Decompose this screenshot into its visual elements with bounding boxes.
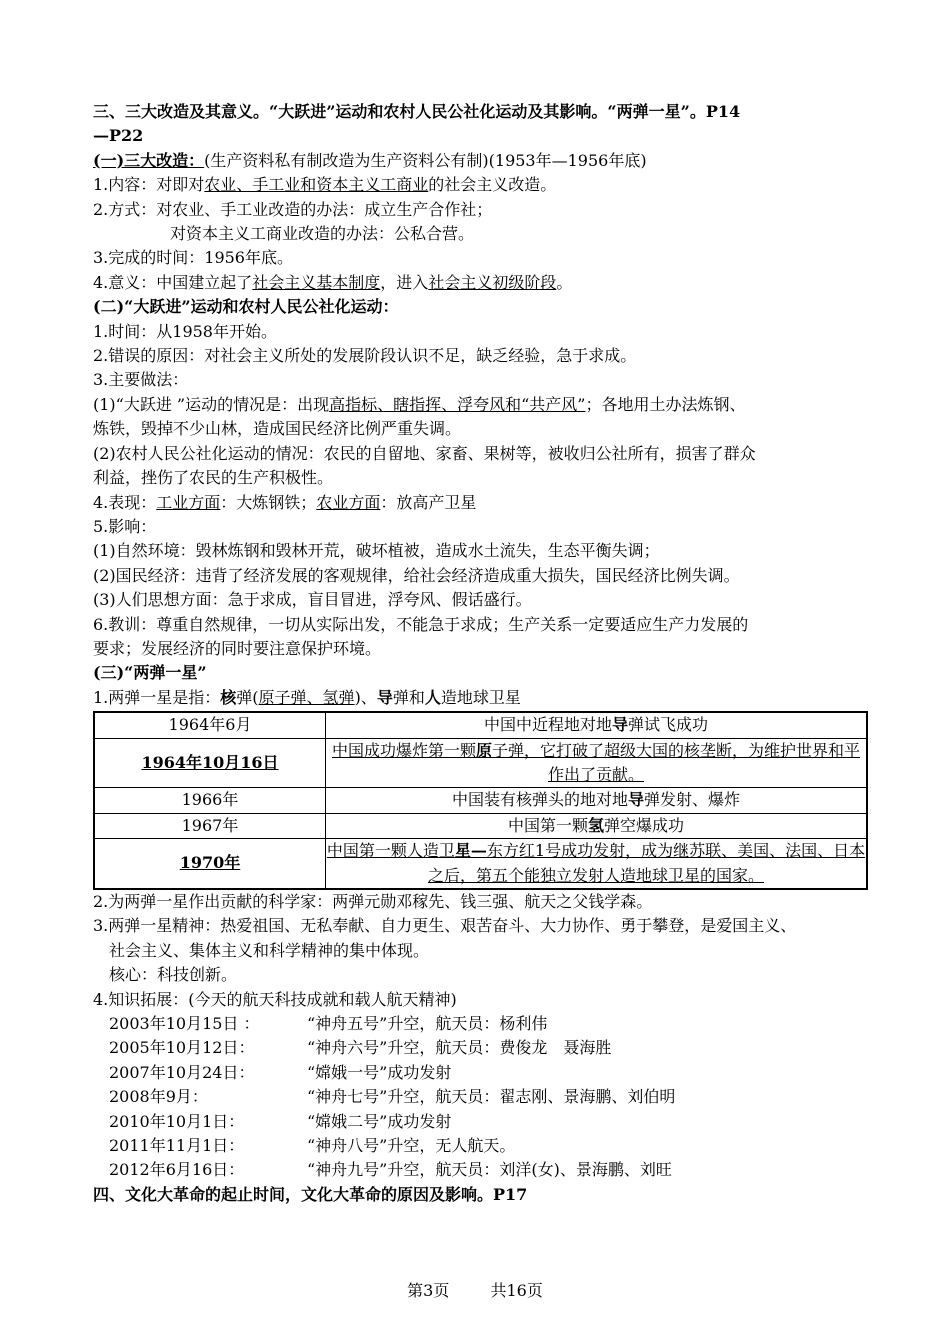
milestone-date: 2012年6月16日：	[109, 1160, 245, 1180]
sec1-item-2: 2.方式：对农业、手工业改造的办法：成立生产合作社；	[93, 199, 493, 219]
list-item	[109, 1110, 868, 1134]
text: 造地球卫星	[440, 687, 521, 707]
page-number: 第3页	[407, 1281, 450, 1300]
table-row	[94, 839, 867, 889]
text: ：大炼钢铁；	[220, 492, 317, 512]
subsection-3-title: (三)“两弹一星”	[93, 663, 207, 683]
table-event-cell	[326, 712, 868, 738]
text: (1)“大跃进 ”运动的情况是：出现	[93, 394, 330, 414]
sec2-practice-2b: 利益，挫伤了农民的生产积极性。	[93, 468, 334, 488]
sec2-item-1: 1.时间：从1958年开始。	[93, 321, 277, 341]
list-item	[109, 1036, 868, 1060]
text: 弹(	[236, 687, 259, 707]
subsection-2-title: (二)“大跃进”运动和农村人民公社化运动：	[93, 297, 399, 317]
page-total: 共16页	[490, 1281, 543, 1300]
table-event-cell	[326, 788, 868, 813]
text: 弹和	[392, 687, 425, 707]
table-row	[94, 788, 867, 813]
underlined-text: 高指标、瞎指挥、浮夸风和“共产风”	[329, 394, 586, 414]
sec2-practice-1b: 炼铁，毁掉不少山林，造成国民经济比例严重失调。	[93, 419, 462, 439]
sec2-item-6b: 要求；发展经济的同时要注意保护环境。	[93, 638, 382, 658]
list-item	[109, 1158, 868, 1182]
bold-text: 原	[475, 740, 492, 760]
bold-text: 星—	[454, 841, 487, 861]
underlined-text: 原子弹、氢弹	[258, 687, 355, 707]
underlined-text: 社会主义初级阶段	[428, 272, 557, 292]
table-row	[94, 738, 867, 788]
table-row	[94, 712, 867, 738]
milestone-text: “神舟九号”升空，航天员：刘洋(女)、景海鹏、刘旺	[307, 1160, 672, 1180]
milestone-text: “神舟七号”升空，航天员：翟志刚、景海鹏、刘伯明	[307, 1087, 676, 1107]
underlined-text: 社会主义基本制度	[252, 272, 381, 292]
sec3-item-1	[93, 686, 868, 710]
text: 中国第一颗人造卫	[326, 841, 455, 861]
text: 中国中近程地对地	[483, 715, 612, 735]
table-date-cell: 1970年	[94, 839, 326, 889]
sec2-practice-2: (2)农村人民公社化运动的情况：农民的自留地、家畜、果树等，被收归公社所有，损害了群众	[93, 443, 756, 463]
document-body	[93, 100, 868, 1207]
text: 中国成功爆炸第一颗	[331, 740, 476, 760]
table-row	[94, 813, 867, 838]
sec2-impact-1: (1)自然环境：毁林炼钢和毁林开荒，破坏植被，造成水土流失，生态平衡失调；	[93, 541, 660, 561]
text: 4.意义：中国建立起了	[93, 272, 253, 292]
milestone-text: “嫦娥二号”成功发射	[307, 1111, 452, 1131]
underlined-text: 工业方面	[156, 492, 221, 512]
text: 弹发射、爆炸	[644, 790, 741, 810]
milestone-text: “神舟八号”升空，无人航天。	[307, 1136, 516, 1156]
text: 1.两弹一星是指：	[93, 687, 221, 707]
text: 子弹，它打破了超级大国的核垄断，为维护世界和平作出了贡献。	[492, 740, 861, 784]
milestone-date: 2011年11月1日：	[109, 1136, 245, 1156]
table-event-cell	[326, 813, 868, 838]
milestone-text: “嫦娥一号”成功发射	[307, 1062, 452, 1082]
text: 。	[556, 272, 573, 292]
list-item	[109, 1134, 868, 1158]
list-item	[109, 1012, 868, 1036]
space-milestones-list	[93, 1012, 868, 1183]
sec3-item-3: 3.两弹一星精神：热爱祖国、无私奉献、自力更生、艰苦奋斗、大力协作、勇于攀登，是爱国主义、	[93, 916, 797, 936]
sec2-item-4	[93, 491, 868, 515]
bold-text: 导	[376, 687, 393, 707]
table-date-cell: 1964年10月16日	[94, 738, 326, 788]
sec3-item-4: 4.知识拓展：(今天的航天科技成就和载人航天精神)	[93, 989, 457, 1009]
subsection-1-note: (生产资料私有制改造为生产资料公有制)(1953年—1956年底)	[204, 150, 647, 170]
underlined-text: 农业方面	[316, 492, 381, 512]
bold-text: 氢	[587, 815, 604, 835]
bold-text: 导	[627, 790, 644, 810]
text: 中国第一颗	[507, 815, 588, 835]
text: ：放高产卫星	[380, 492, 477, 512]
milestone-date: 2008年9月：	[109, 1087, 208, 1107]
sec1-item-1	[93, 173, 868, 197]
bold-text: 导	[611, 715, 628, 735]
text: 弹空爆成功	[604, 815, 685, 835]
sec3-item-3b: 社会主义、集体主义和科学精神的集中体现。	[109, 940, 430, 960]
table-event-cell	[326, 839, 868, 889]
bold-text: 人	[424, 687, 441, 707]
text: 弹试飞成功	[628, 715, 709, 735]
text: 的社会主义改造。	[428, 175, 557, 195]
text: ；各地用土办法炼钢、	[585, 394, 746, 414]
subsection-1-title	[93, 149, 868, 173]
bold-text: 核	[220, 687, 237, 707]
text: 4.表现：	[93, 492, 157, 512]
text: 东方红1号成功发射，成为继苏联、美国、法国、日本之后，第五个能独立发射人造地球卫星的国家。	[427, 841, 866, 885]
subsection-1-label: (一)三大改造：	[93, 150, 205, 170]
sec1-item-3: 3.完成的时间：1956年底。	[93, 248, 293, 268]
table-date-cell: 1967年	[94, 813, 326, 838]
milestone-date: 2003年10月15日 ：	[109, 1014, 260, 1034]
page-footer	[0, 1278, 950, 1301]
sec3-item-2: 2.为两弹一星作出贡献的科学家：两弹元勋邓稼先、钱三强、航天之父钱学森。	[93, 892, 653, 911]
table-date-cell: 1966年	[94, 788, 326, 813]
sec2-practice-1	[93, 393, 868, 417]
text: 1.内容：对即对	[93, 175, 205, 195]
sec1-item-2b: 对资本主义工商业改造的办法：公私合营。	[170, 224, 475, 244]
milestone-text: “神舟五号”升空，航天员：杨利伟	[307, 1014, 548, 1034]
list-item	[109, 1061, 868, 1085]
sec2-item-5: 5.影响：	[93, 516, 157, 536]
list-item	[109, 1085, 868, 1109]
text: ，进入	[380, 272, 429, 292]
table-date-cell: 1964年6月	[94, 712, 326, 738]
sec2-item-2: 2.错误的原因：对社会主义所处的发展阶段认识不足，缺乏经验，急于求成。	[93, 346, 637, 366]
milestone-date: 2005年10月12日：	[109, 1038, 255, 1058]
two-bombs-one-satellite-table	[93, 711, 868, 890]
milestone-text: “神舟六号”升空，航天员：费俊龙 聂海胜	[307, 1038, 612, 1058]
section-heading-3: 三、三大改造及其意义。“大跃进”运动和农村人民公社化运动及其影响。“两弹一星”。P14	[93, 102, 741, 121]
text: 中国装有核弹头的地对地	[451, 790, 628, 810]
text: )、	[354, 687, 377, 707]
sec1-item-4	[93, 271, 868, 295]
section-heading-3-cont: —P22	[93, 126, 144, 146]
underlined-text: 农业、手工业和资本主义工商业	[204, 175, 429, 195]
sec3-item-3c: 核心：科技创新。	[109, 965, 238, 985]
sec2-impact-3: (3)人们思想方面：急于求成，盲目冒进，浮夸风、假话盛行。	[93, 590, 532, 610]
sec2-impact-2: (2)国民经济：违背了经济发展的客观规律，给社会经济造成重大损失，国民经济比例失调。	[93, 565, 740, 585]
section-heading-4: 四、文化大革命的起止时间，文化大革命的原因及影响。P17	[93, 1184, 528, 1204]
milestone-date: 2010年10月1日：	[109, 1111, 245, 1131]
sec2-item-3: 3.主要做法：	[93, 370, 189, 390]
sec2-item-6: 6.教训：尊重自然规律，一切从实际出发，不能急于求成；生产关系一定要适应生产力发展的	[93, 614, 749, 634]
table-event-cell	[326, 738, 868, 788]
milestone-date: 2007年10月24日：	[109, 1062, 255, 1082]
